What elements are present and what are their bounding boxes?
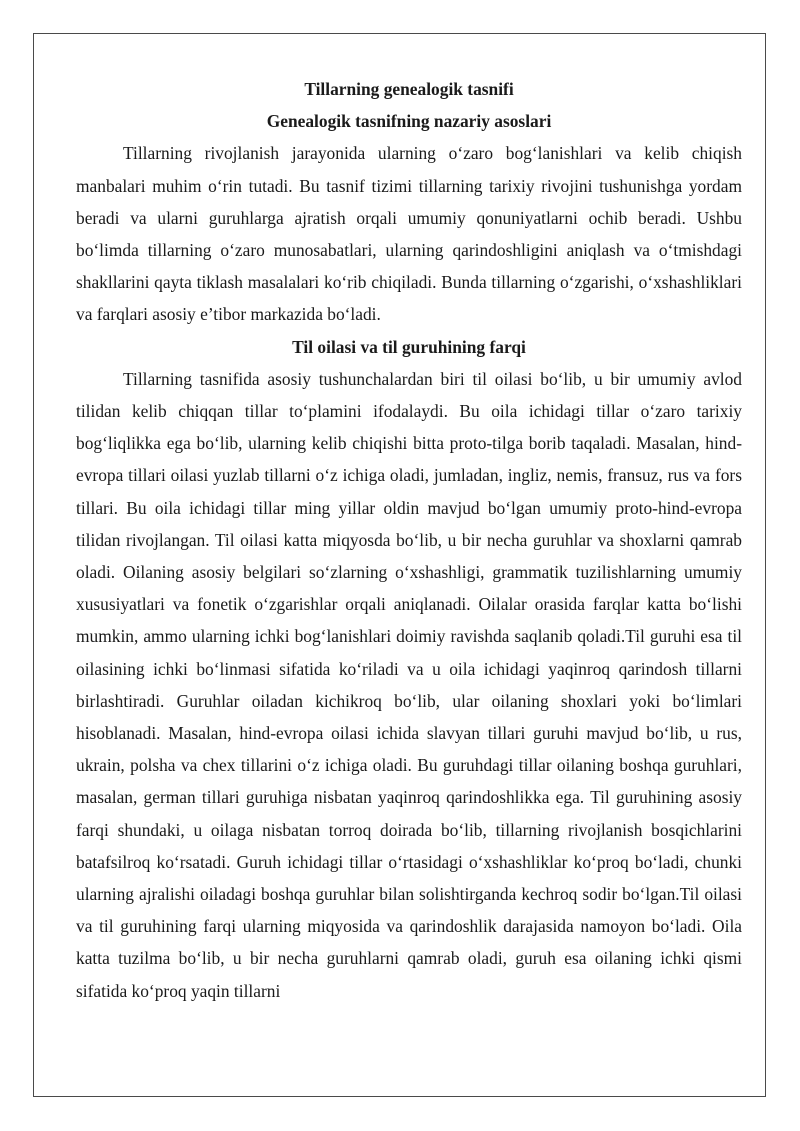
document-title: Tillarning genealogik tasnifi — [304, 79, 514, 99]
section-heading-theoretical-basis: Genealogik tasnifning nazariy asoslari — [266, 111, 552, 132]
document-body — [76, 73, 742, 1007]
section-heading-family-vs-group: Til oilasi va til guruhining farqi — [292, 336, 526, 357]
paragraph-family-vs-group: Tillarning tasnifida asosiy tushunchalardan biri til oilasi bo‘lib, u bir umumiy avlod tilidan kelib chiqqan tillar to‘plamini ifodalaydi. Bu oila ichidagi tillar o‘zaro tarixiy bog‘liqlikka ega bo‘lib, ularning kelib chiqishi bitta proto-tilga borib taqaladi. Masalan, hind-evropa tillari oilasi yuzlab tillarni o‘z ichiga oladi, jumladan, ingliz, nemis, fransuz, rus va fors tillari. Bu oila ichidagi tillar ming yillar oldin mavjud bo‘lgan umumiy proto-hind-evropa tilidan rivojlangan. Til oilasi katta miqyosda bo‘lib, u bir necha guruhlar va shoxlarni qamrab oladi. Oilaning asosiy belgilari so‘zlarning o‘xshashligi, grammatik tuzilishlarning umumiy xususiyatlari va fonetik o‘zgarishlar orqali aniqlanadi. Oilalar orasida farqlar katta bo‘lishi mumkin, ammo ularning ichki bog‘lanishlari doimiy ravishda saqlanib qoladi.Til guruhi esa til oilasining ichki bo‘linmasi sifatida ko‘riladi va u oila ichidagi yaqinroq qarindosh tillarni birlashtiradi. Guruhlar oiladan kichikroq bo‘lib, ular oilaning shoxlari yoki bo‘limlari hisoblanadi. Masalan, hind-evropa oilasi ichida slavyan tillari guruhi mavjud bo‘lib, u rus, ukrain, polsha va chex tillarini o‘z ichiga oladi. Bu guruhdagi tillar oilaning boshqa guruhlari, masalan, german tillari guruhiga nisbatan yaqinroq qarindoshlikka ega. Til guruhining asosiy farqi shundaki, u oilaga nisbatan torroq doirada bo‘lib, tillarning rivojlanish bosqichlarini batafsilroq ko‘rsatadi. Guruh ichidagi tillar o‘rtasidagi o‘xshashliklar ko‘proq bo‘ladi, chunki ularning ajralishi oiladagi boshqa guruhlar bilan solishtirganda kechroq sodir bo‘lgan.Til oilasi va til guruhining farqi ularning miqyosida va qarindoshlik darajasida namoyon bo‘ladi. Oila katta tuzilma bo‘lib, u bir necha guruhlarni qamrab oladi, guruh esa oilaning ichki qismi sifatida ko‘proq yaqin tillarni — [76, 368, 742, 1001]
paragraph-introduction: Tillarning rivojlanish jarayonida ularning o‘zaro bog‘lanishlari va kelib chiqish manbalari muhim o‘rin tutadi. Bu tasnif tizimi tillarning tarixiy rivojini tushunishga yordam beradi va ularni guruhlarga ajratish orqali umumiy qonuniyatlarni ochib beradi. Ushbu bo‘limda tillarning o‘zaro munosabatlari, ularning qarindoshligini aniqlash va o‘tmishdagi shakllarini qayta tiklash masalalari ko‘rib chiqiladi. Bunda tillarning o‘zgarishi, o‘xshashliklari va farqlari asosiy e’tibor markazida bo‘ladi. — [76, 143, 742, 325]
